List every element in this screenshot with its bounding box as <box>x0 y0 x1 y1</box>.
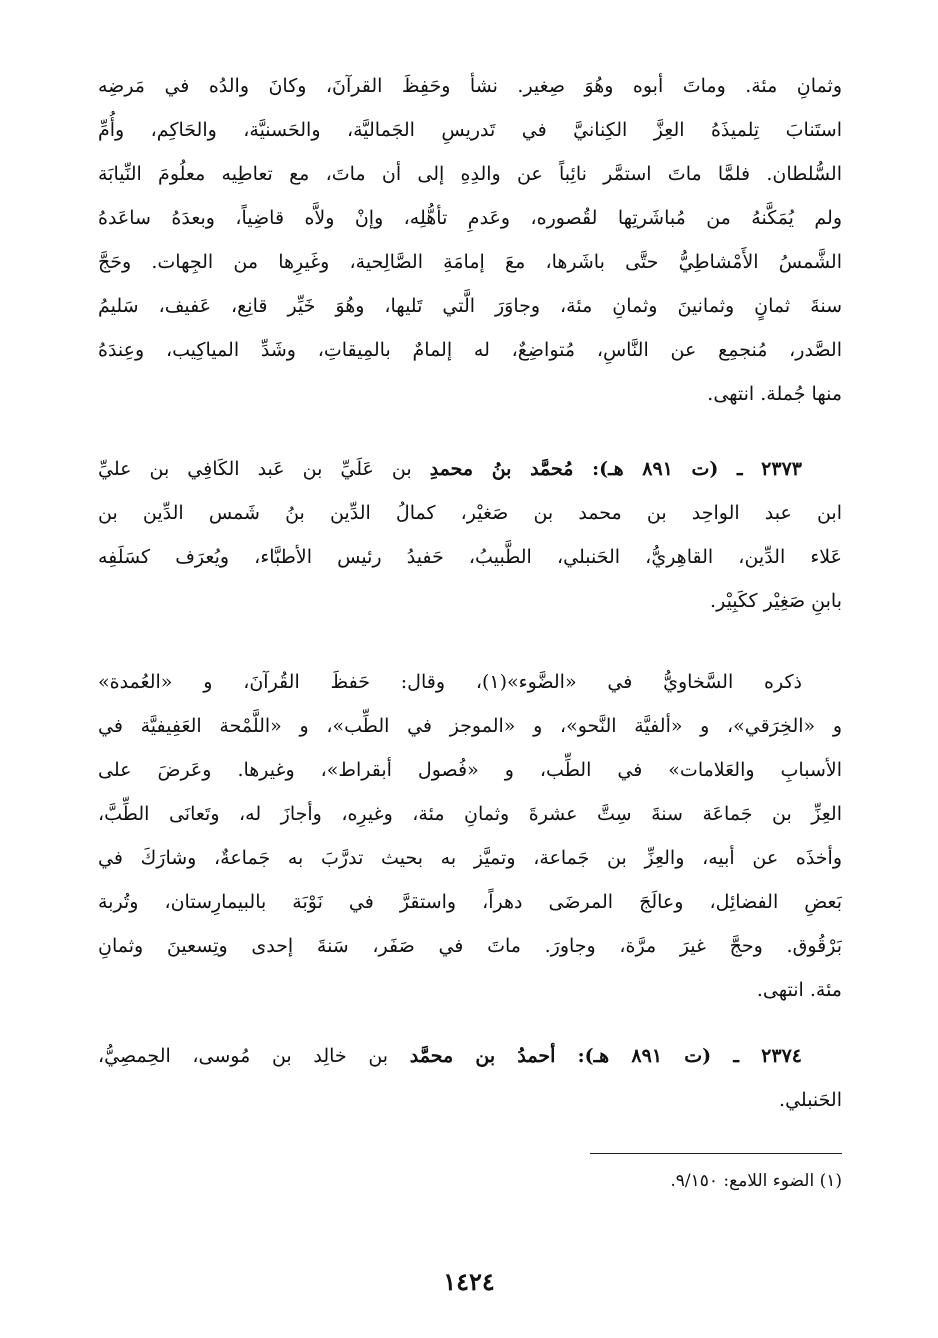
text-line: وأخذَه عن أبيه، والعِزِّ بن جَماعة، وتميَّز به بحيث تدرَّبَ به جَماعةٌ، وشارَكَ في <box>98 847 842 869</box>
text-line: وثمانِ مئة. وماتَ أبوه وهُوَ صِغير. نشأ وحَفِظَ القرآنَ، وكانَ والدُه في مَرضِه <box>98 75 842 97</box>
text-line: السُّلطان. فلمَّا ماتَ استمَّر نائِباً عن والدِهِ إلى أن ماتَ، مع تعاطِيه معلُومَ النِّيابَة <box>98 163 842 185</box>
footnote-divider <box>590 1153 842 1154</box>
text-line: الأسبابِ والعَلامات» في الطِّب، و «فُصول أبقراط»، وغيرها. وعَرضَ على <box>98 759 842 781</box>
entry-heading-rest: بن عَلَيِّ بن عَبد الكَافِي بن عليِّ <box>98 458 412 480</box>
text-line: ابن عبد الواحِد بن محمد بن صَغيْر، كمالُ الدِّين بنُ شَمس الدِّين بن <box>98 502 842 524</box>
paragraph-sakhawi <box>98 660 842 1012</box>
text-line: مئة. انتهى. <box>756 979 842 1001</box>
footnote: (١) الضوء اللامع: ٩/١٥٠. <box>670 1171 842 1191</box>
text-line: سنةَ ثمانٍ وثمانينَ وثمانِ مئة، وجاوَرَ الَّتي تَليها، وهُوَ خَيِّر قانِع، عَفيف، سَليمُ <box>98 295 842 317</box>
text-line: بَعضِ الفضائِل، وعالَجَ المرضَى دهراً، واستقرَّ في نَوْبَة بالبيمارِستان، وتُربة <box>98 891 842 913</box>
entry-heading-rest: بن خالِد بن مُوسى، الحِمصِيُّ، <box>98 1045 389 1067</box>
entry-heading: ٢٣٧٣ ـ (ت ٨٩١ هـ): مُحمَّد بنُ محمدِ <box>429 458 802 480</box>
entry-2374 <box>98 1034 842 1122</box>
text-line: و «الخِرَقي»، و «ألفيَّة النَّحو»، و «الموجز في الطِّب»، و «اللَّمْحة العَفِيفيَّة في <box>98 715 842 737</box>
text-line: منها جُملة. انتهى. <box>707 383 842 405</box>
entry-heading-line <box>98 1034 842 1078</box>
entry-2373 <box>98 447 842 623</box>
paragraph-continuation <box>98 64 842 416</box>
text-line: عَلاء الدِّين، القاهِريُّ، الحَنبلي، الطَّبيبُ، حَفيدُ رئيس الأطبَّاء، ويُعرَف كسَلَفِه <box>98 546 842 568</box>
text-line: ولم يُمَكَّنهُ من مُباشَرتِها لقُصوره، وعَدمِ تأهُّلِه، وإنْ ولاَّه قاضِياً، وبعدَهُ ساعَدهُ <box>98 207 842 229</box>
text-line: استَنابَ تِلميذَهُ العِزَّ الكِنانيَّ في تَدريسِ الجَماليَّة، والحَسنيَّة، والحَاكِم، وأُمِّ <box>98 119 842 141</box>
text-line: ذكره السَّخاويُّ في «الضَّوء»(١)، وقال: حَفظَ القُرآنَ، و «العُمدة» <box>98 671 803 693</box>
page-number: ١٤٢٤ <box>443 1267 495 1296</box>
text-line: العِزِّ بن جَماعَة سنةَ سِتَّ عشرةَ وثمانِ مئة، وغيرِه، وأجازَ له، وتَعانَى الطِّبَّ، <box>98 803 842 825</box>
text-line: الصَّدر، مُنجمِع عن النَّاسِ، مُتواضِعٌ، له إلمامٌ بالمِيقاتِ، وشَدِّ المياكِيب، وعِندَهُ <box>98 339 842 361</box>
text-line: بَرْقُوق. وحجَّ غيرَ مرَّة، وجاورَ. ماتَ في صَفَر، سَنةَ إحدى وتِسعينَ وثمانِ <box>98 935 842 957</box>
entry-heading-line <box>98 447 842 491</box>
text-line: الحَنبلي. <box>779 1089 842 1111</box>
text-line: الشَّمسُ الأَمْشاطِيُّ حتَّى باشَرها، معَ إمامَةِ الصَّالِحية، وغَيرِها من الجِهات. وحَجَّ <box>98 251 842 273</box>
text-line: بابنِ صَغِيْر ككَبِيْر. <box>710 590 842 612</box>
entry-heading: ٢٣٧٤ ـ (ت ٨٩١ هـ): أحمدُ بن محمَّد <box>409 1045 802 1067</box>
